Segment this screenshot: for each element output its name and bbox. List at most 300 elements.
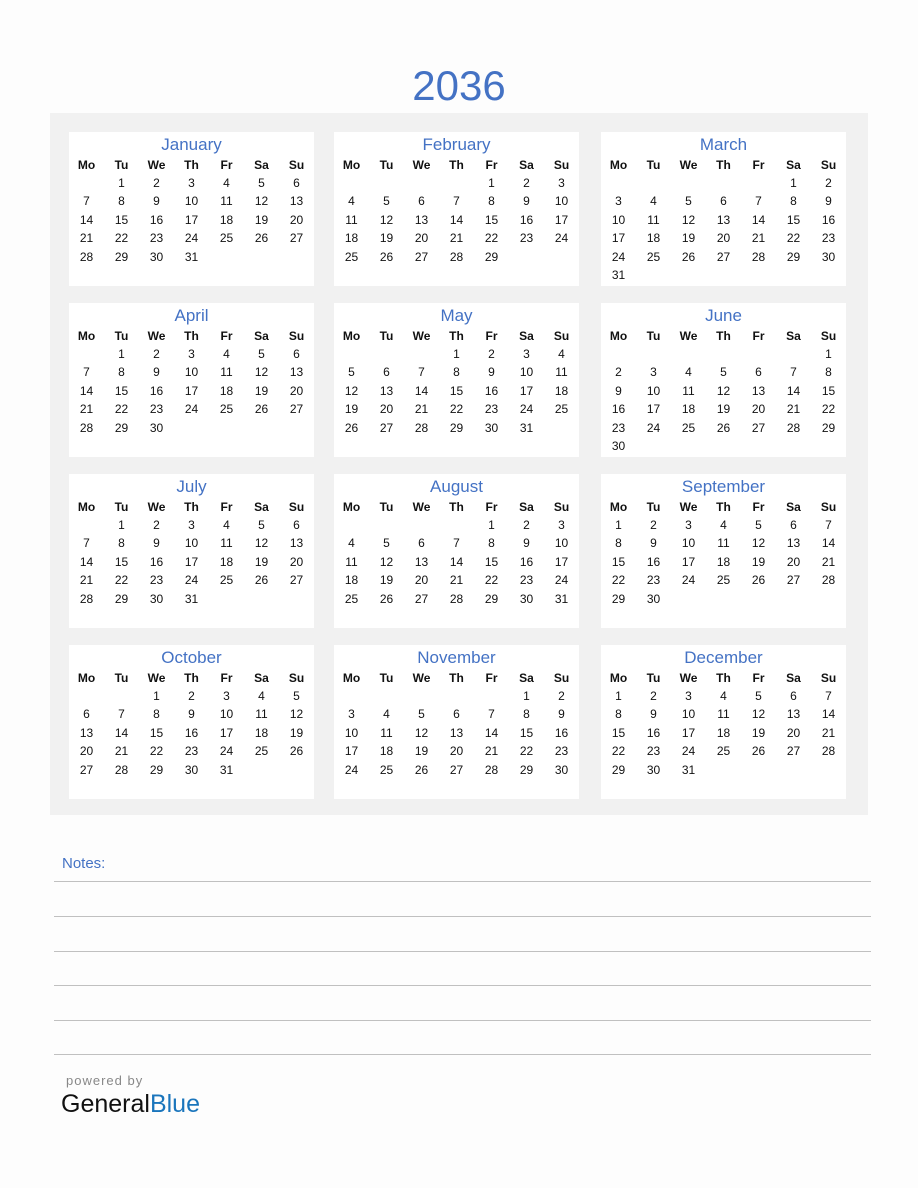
day-cell: 12 [379, 554, 394, 569]
day-cell: 31 [219, 762, 234, 777]
day-cell: 6 [383, 365, 390, 380]
day-grid [334, 496, 579, 608]
day-cell: 30 [554, 762, 569, 777]
day-cell: 11 [220, 194, 233, 209]
day-cell: 9 [650, 707, 657, 722]
empty-cell [601, 345, 636, 363]
weekday-header: Sa [254, 500, 269, 514]
month-name: July [176, 477, 207, 496]
day-cell: 31 [611, 267, 626, 282]
weekday-header: Sa [786, 329, 801, 343]
weekday-header: Sa [254, 671, 269, 685]
day-cell: 13 [289, 536, 304, 551]
day-cell: 2 [523, 518, 530, 532]
day-cell: 28 [114, 762, 129, 777]
empty-cell [706, 174, 741, 192]
empty-cell [601, 174, 636, 192]
day-cell: 26 [254, 231, 269, 246]
weekday-header: Tu [646, 158, 661, 172]
day-cell: 20 [289, 212, 304, 227]
weekday-header: Fr [752, 329, 765, 343]
weekday-header: We [412, 500, 431, 514]
weekday-header: Mo [77, 500, 96, 514]
day-cell: 25 [219, 402, 234, 417]
day-cell: 10 [681, 536, 696, 551]
day-cell: 6 [720, 194, 727, 209]
day-cell: 24 [646, 420, 661, 435]
day-cell: 11 [717, 536, 730, 551]
day-cell: 8 [118, 365, 125, 380]
weekday-header: Su [820, 500, 837, 514]
day-cell: 15 [114, 212, 129, 227]
day-cell: 13 [786, 707, 801, 722]
day-cell: 23 [611, 420, 626, 435]
day-cell: 3 [685, 689, 692, 703]
day-cell: 27 [289, 402, 304, 417]
day-cell: 20 [716, 231, 731, 246]
day-cell: 25 [219, 573, 234, 588]
weekday-header: Th [184, 671, 199, 685]
day-cell: 21 [821, 725, 836, 740]
day-cell: 14 [79, 554, 94, 569]
day-cell: 5 [348, 365, 355, 380]
empty-cell [404, 345, 439, 363]
day-cell: 4 [258, 689, 265, 703]
day-cell: 27 [79, 762, 94, 777]
day-cell: 8 [488, 194, 495, 209]
day-cell: 31 [519, 420, 534, 435]
notes-line [54, 916, 871, 917]
month-september [601, 474, 846, 628]
weekday-header: Fr [485, 500, 498, 514]
day-cell: 4 [223, 176, 230, 190]
day-cell: 29 [484, 249, 499, 264]
day-cell: 24 [681, 744, 696, 759]
weekday-header: Fr [485, 329, 498, 343]
day-cell: 13 [414, 554, 429, 569]
day-cell: 16 [611, 402, 626, 417]
day-cell: 10 [554, 194, 569, 209]
day-cell: 20 [414, 573, 429, 588]
day-grid [69, 667, 314, 779]
day-cell: 21 [114, 744, 129, 759]
weekday-header: Tu [114, 329, 129, 343]
day-cell: 27 [751, 420, 766, 435]
day-cell: 4 [558, 347, 565, 361]
day-cell: 29 [611, 591, 626, 606]
day-cell: 11 [555, 365, 568, 380]
day-cell: 31 [184, 249, 199, 264]
weekday-header: Th [716, 329, 731, 343]
day-cell: 15 [786, 212, 801, 227]
day-cell: 1 [488, 518, 495, 532]
day-cell: 20 [289, 554, 304, 569]
day-grid [69, 496, 314, 608]
day-cell: 6 [293, 347, 300, 361]
weekday-header: Th [449, 671, 464, 685]
day-cell: 12 [414, 725, 429, 740]
day-cell: 1 [118, 347, 125, 361]
month-name: May [440, 306, 473, 325]
day-cell: 29 [821, 420, 836, 435]
day-cell: 24 [519, 402, 534, 417]
weekday-header: Tu [379, 671, 394, 685]
day-cell: 13 [751, 383, 766, 398]
weekday-header: We [679, 671, 698, 685]
day-cell: 13 [716, 212, 731, 227]
day-cell: 30 [646, 762, 661, 777]
month-name: September [681, 477, 766, 496]
day-cell: 15 [519, 725, 534, 740]
weekday-header: Mo [77, 329, 96, 343]
day-cell: 8 [615, 536, 622, 551]
day-cell: 13 [79, 725, 94, 740]
day-grid [334, 667, 579, 779]
day-cell: 13 [414, 212, 429, 227]
day-cell: 31 [554, 591, 569, 606]
day-cell: 27 [716, 249, 731, 264]
day-cell: 2 [558, 689, 565, 703]
day-cell: 5 [383, 194, 390, 209]
day-cell: 17 [184, 554, 199, 569]
day-cell: 26 [344, 420, 359, 435]
day-cell: 12 [254, 194, 269, 209]
day-cell: 22 [519, 744, 534, 759]
day-cell: 23 [149, 231, 164, 246]
empty-cell [69, 345, 104, 363]
day-cell: 28 [79, 420, 94, 435]
day-cell: 23 [554, 744, 569, 759]
weekday-header: Su [820, 329, 837, 343]
month-december [601, 645, 846, 799]
day-cell: 8 [118, 536, 125, 551]
weekday-header: We [412, 329, 431, 343]
day-cell: 18 [716, 554, 731, 569]
empty-cell [69, 516, 104, 534]
day-cell: 28 [79, 591, 94, 606]
day-cell: 2 [615, 365, 622, 380]
weekday-header: Fr [220, 329, 233, 343]
day-cell: 15 [484, 554, 499, 569]
day-cell: 3 [348, 707, 355, 722]
weekday-header: Sa [786, 158, 801, 172]
day-cell: 26 [751, 573, 766, 588]
month-name: March [699, 135, 748, 154]
weekday-header: Sa [786, 671, 801, 685]
day-cell: 14 [484, 725, 499, 740]
day-cell: 19 [254, 212, 269, 227]
day-cell: 7 [453, 536, 460, 551]
brand-general: General [61, 1090, 150, 1118]
day-cell: 27 [449, 762, 464, 777]
day-cell: 7 [755, 194, 762, 209]
day-cell: 26 [716, 420, 731, 435]
day-cell: 1 [118, 518, 125, 532]
weekday-header: Su [553, 158, 570, 172]
day-cell: 11 [220, 536, 233, 551]
day-grid [69, 325, 314, 437]
day-cell: 19 [254, 554, 269, 569]
day-cell: 7 [825, 689, 832, 703]
month-august [334, 474, 579, 628]
day-cell: 21 [751, 231, 766, 246]
weekday-header: Tu [114, 671, 129, 685]
powered-by: powered by [66, 1073, 144, 1088]
weekday-header: We [679, 500, 698, 514]
day-cell: 13 [379, 383, 394, 398]
day-cell: 14 [414, 383, 429, 398]
day-cell: 16 [821, 212, 836, 227]
day-cell: 9 [650, 536, 657, 551]
day-cell: 20 [751, 402, 766, 417]
weekday-header: Th [716, 500, 731, 514]
day-grid [601, 325, 846, 455]
day-cell: 29 [114, 591, 129, 606]
day-cell: 8 [488, 536, 495, 551]
day-cell: 18 [554, 383, 569, 398]
day-cell: 22 [114, 402, 129, 417]
weekday-header: Mo [342, 500, 361, 514]
day-cell: 4 [720, 518, 727, 532]
day-cell: 21 [821, 554, 836, 569]
day-cell: 28 [449, 249, 464, 264]
day-cell: 18 [254, 725, 269, 740]
day-cell: 26 [414, 762, 429, 777]
weekday-header: Tu [114, 158, 129, 172]
notes-line [54, 951, 871, 952]
day-cell: 26 [751, 744, 766, 759]
day-cell: 2 [523, 176, 530, 190]
day-cell: 26 [379, 249, 394, 264]
day-cell: 28 [751, 249, 766, 264]
day-cell: 22 [449, 402, 464, 417]
day-cell: 4 [223, 347, 230, 361]
day-cell: 1 [523, 689, 530, 703]
day-cell: 8 [790, 194, 797, 209]
day-cell: 15 [149, 725, 164, 740]
day-cell: 1 [488, 176, 495, 190]
day-cell: 4 [348, 536, 355, 551]
day-cell: 3 [188, 176, 195, 190]
day-cell: 18 [681, 402, 696, 417]
day-cell: 16 [646, 554, 661, 569]
empty-cell [69, 174, 104, 192]
day-cell: 7 [418, 365, 425, 380]
weekday-header: Sa [786, 500, 801, 514]
empty-cell [636, 345, 671, 363]
day-cell: 30 [149, 249, 164, 264]
day-cell: 20 [786, 725, 801, 740]
weekday-header: Mo [342, 158, 361, 172]
day-grid [601, 496, 846, 608]
weekday-header: Su [820, 671, 837, 685]
month-october [69, 645, 314, 799]
day-cell: 6 [83, 707, 90, 722]
day-cell: 27 [289, 573, 304, 588]
day-cell: 15 [821, 383, 836, 398]
day-cell: 9 [825, 194, 832, 209]
day-cell: 12 [751, 536, 766, 551]
day-cell: 2 [825, 176, 832, 190]
day-cell: 22 [786, 231, 801, 246]
empty-cell [671, 345, 706, 363]
weekday-header: We [147, 671, 166, 685]
weekday-header: We [147, 500, 166, 514]
day-cell: 26 [254, 402, 269, 417]
weekday-header: Fr [220, 158, 233, 172]
day-cell: 5 [418, 707, 425, 722]
weekday-header: Fr [752, 500, 765, 514]
day-cell: 11 [717, 707, 730, 722]
day-cell: 23 [149, 573, 164, 588]
day-cell: 10 [554, 536, 569, 551]
day-cell: 25 [716, 573, 731, 588]
day-cell: 5 [258, 176, 265, 190]
day-cell: 10 [519, 365, 534, 380]
weekday-header: Sa [519, 500, 534, 514]
day-cell: 3 [223, 689, 230, 703]
day-cell: 9 [153, 365, 160, 380]
day-cell: 8 [453, 365, 460, 380]
empty-cell [369, 174, 404, 192]
day-cell: 21 [79, 231, 94, 246]
day-cell: 28 [786, 420, 801, 435]
day-cell: 30 [149, 591, 164, 606]
weekday-header: Mo [609, 329, 628, 343]
day-cell: 27 [786, 744, 801, 759]
weekday-header: Fr [752, 158, 765, 172]
weekday-header: Tu [114, 500, 129, 514]
day-cell: 29 [519, 762, 534, 777]
day-cell: 8 [825, 365, 832, 380]
day-cell: 29 [149, 762, 164, 777]
day-cell: 10 [611, 212, 626, 227]
day-cell: 18 [219, 212, 234, 227]
brand-logo [61, 1090, 200, 1119]
day-cell: 9 [153, 536, 160, 551]
day-cell: 16 [149, 554, 164, 569]
day-cell: 29 [449, 420, 464, 435]
day-cell: 16 [149, 212, 164, 227]
day-cell: 16 [149, 383, 164, 398]
day-cell: 31 [184, 591, 199, 606]
calendar-panel [50, 113, 868, 815]
day-cell: 30 [821, 249, 836, 264]
day-cell: 15 [611, 725, 626, 740]
empty-cell [776, 345, 811, 363]
day-cell: 7 [118, 707, 125, 722]
month-name: October [161, 648, 222, 667]
day-cell: 28 [449, 591, 464, 606]
month-name: August [430, 477, 483, 496]
day-cell: 10 [219, 707, 234, 722]
day-cell: 27 [379, 420, 394, 435]
day-cell: 20 [79, 744, 94, 759]
day-cell: 4 [348, 194, 355, 209]
day-cell: 16 [519, 212, 534, 227]
day-grid [334, 325, 579, 437]
day-cell: 3 [188, 347, 195, 361]
day-cell: 17 [184, 383, 199, 398]
day-cell: 28 [821, 744, 836, 759]
weekday-header: Su [820, 158, 837, 172]
weekday-header: Mo [609, 500, 628, 514]
month-january [69, 132, 314, 286]
weekday-header: Su [288, 500, 305, 514]
empty-cell [334, 516, 369, 534]
weekday-header: Tu [379, 500, 394, 514]
day-cell: 24 [184, 573, 199, 588]
day-cell: 7 [83, 194, 90, 209]
day-cell: 27 [414, 249, 429, 264]
day-cell: 23 [184, 744, 199, 759]
day-cell: 25 [681, 420, 696, 435]
day-cell: 14 [114, 725, 129, 740]
day-cell: 15 [611, 554, 626, 569]
day-cell: 3 [558, 176, 565, 190]
day-cell: 24 [184, 402, 199, 417]
day-cell: 5 [755, 518, 762, 532]
weekday-header: Tu [646, 671, 661, 685]
day-cell: 16 [519, 554, 534, 569]
weekday-header: Tu [379, 158, 394, 172]
day-cell: 12 [289, 707, 304, 722]
day-cell: 2 [153, 347, 160, 361]
day-cell: 6 [790, 518, 797, 532]
weekday-header: Tu [646, 329, 661, 343]
day-cell: 7 [790, 365, 797, 380]
day-cell: 10 [184, 536, 199, 551]
day-cell: 19 [751, 554, 766, 569]
day-cell: 4 [720, 689, 727, 703]
day-cell: 17 [681, 725, 696, 740]
day-cell: 23 [484, 402, 499, 417]
day-grid [69, 154, 314, 266]
day-cell: 19 [379, 231, 394, 246]
day-cell: 1 [453, 347, 460, 361]
day-cell: 30 [149, 420, 164, 435]
weekday-header: Sa [254, 329, 269, 343]
day-cell: 28 [79, 249, 94, 264]
day-cell: 4 [685, 365, 692, 380]
day-cell: 11 [220, 365, 233, 380]
day-cell: 9 [488, 365, 495, 380]
day-cell: 12 [716, 383, 731, 398]
empty-cell [369, 345, 404, 363]
empty-cell [439, 174, 474, 192]
day-cell: 29 [114, 420, 129, 435]
day-cell: 11 [345, 554, 358, 569]
month-name: February [422, 135, 491, 154]
day-cell: 22 [484, 231, 499, 246]
empty-cell [741, 174, 776, 192]
day-cell: 20 [414, 231, 429, 246]
day-cell: 14 [786, 383, 801, 398]
day-cell: 8 [153, 707, 160, 722]
day-cell: 21 [79, 402, 94, 417]
empty-cell [404, 516, 439, 534]
empty-cell [404, 174, 439, 192]
day-cell: 17 [554, 554, 569, 569]
month-february [334, 132, 579, 286]
day-cell: 28 [821, 573, 836, 588]
day-cell: 17 [646, 402, 661, 417]
weekday-header: Mo [77, 158, 96, 172]
weekday-header: Tu [646, 500, 661, 514]
day-cell: 12 [379, 212, 394, 227]
weekday-header: Mo [77, 671, 96, 685]
empty-cell [369, 687, 404, 705]
